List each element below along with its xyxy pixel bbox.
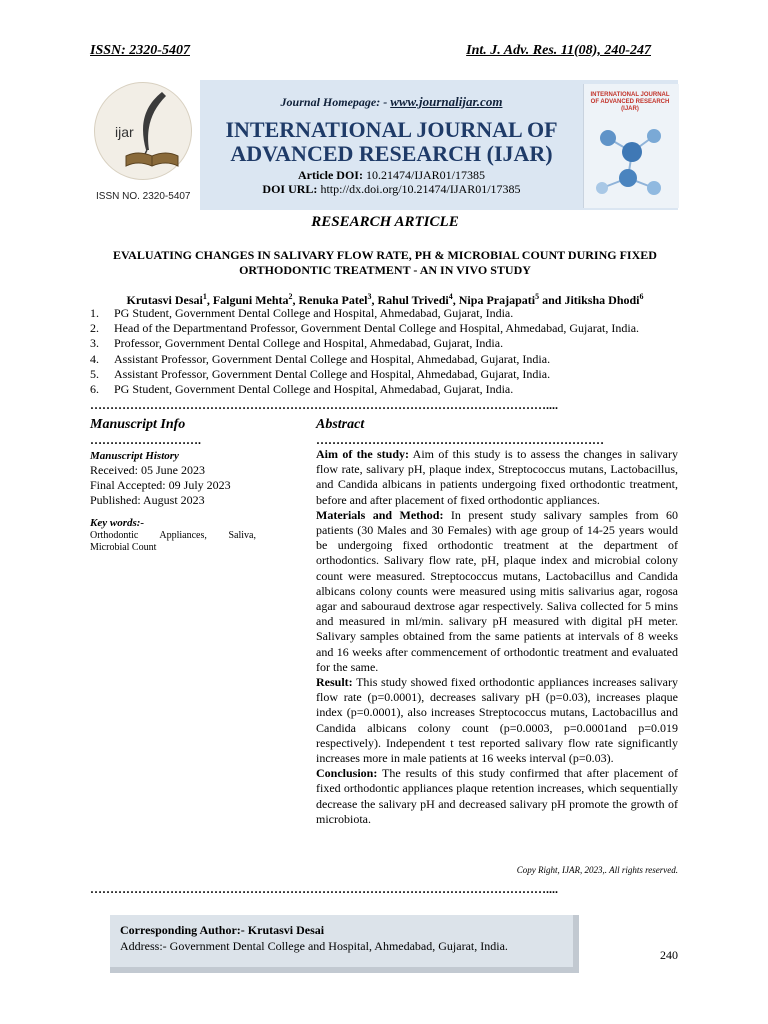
author-name: Renuka Patel <box>298 293 368 307</box>
author-name: Rahul Trivedi <box>377 293 449 307</box>
affiliation-item <box>90 336 639 351</box>
affiliation-text: PG Student, Government Dental College and Hospital, Ahmedabad, Gujarat, India. <box>114 306 514 320</box>
abstract-result: Result: This study showed fixed orthodontic appliances increases salivary flow rate (p=0.0001), decreases salivary pH (p=0.03), increases plaque index (p=0.0001), also increases Streptococcus mutans, Lactobacillus and Candida albicans colony count (p=0.0003, p=0.0001and p=0.019 respectively). Independent t test reported salivary flow rate significantly increases more in male patients at 16 weeks interval (p=0.03). <box>316 675 678 766</box>
author-name: Jitiksha Dhodi <box>564 293 640 307</box>
keywords-label: Key words:- <box>90 517 145 529</box>
affiliation-text: Assistant Professor, Government Dental College and Hospital, Ahmedabad, Gujarat, India. <box>114 351 551 366</box>
manuscript-info-heading: Manuscript Info <box>90 417 186 432</box>
abstract-heading: Abstract <box>316 417 365 432</box>
abstract-conclusion: Conclusion: The results of this study confirmed that after placement of fixed orthodontic appliances plaque retention increases, which sequentially decrease the salivary pH and decreased salivary pH promote the growth of microbiota. <box>316 766 678 826</box>
affiliation-item <box>90 367 639 382</box>
affiliation-text: PG Student, Government Dental College and Hospital, Ahmedabad, Gujarat, India. <box>114 382 514 397</box>
author-name: Krutasvi Desai <box>126 293 203 307</box>
corresponding-author-address: Address:- Government Dental College and Hospital, Ahmedabad, Gujarat, India. <box>120 939 508 953</box>
header-citation: Int. J. Adv. Res. 11(08), 240-247 <box>466 43 651 58</box>
copyright-notice: Copy Right, IJAR, 2023,. All rights reserved. <box>516 865 678 875</box>
author-separator: and <box>539 293 565 307</box>
author-separator: , <box>452 293 459 307</box>
published-date: Published: August 2023 <box>90 492 205 507</box>
journal-title-line2: ADVANCED RESEARCH (IJAR) <box>230 141 553 166</box>
affiliation-number: 2. <box>90 321 99 336</box>
doi-label: Article DOI: <box>298 168 363 182</box>
abstract-body <box>316 447 678 827</box>
affiliation-item <box>90 352 639 367</box>
affiliation-text: Assistant Professor, Government Dental College and Hospital, Ahmedabad, Gujarat, India. <box>114 366 551 381</box>
affiliation-number: 4. <box>90 351 99 366</box>
manuscript-history <box>90 450 260 508</box>
affiliation-item <box>90 306 639 321</box>
author-affiliation-number: 2 <box>288 292 293 301</box>
homepage-label: Journal Homepage: - <box>280 95 388 109</box>
author-separator: , <box>371 293 378 307</box>
affiliation-item <box>90 321 639 336</box>
affiliation-number: 1. <box>90 306 99 320</box>
received-date: Received: 05 June 2023 <box>90 462 205 477</box>
author-affiliation-number: 1 <box>202 292 207 301</box>
affiliation-text: Professor, Government Dental College and Hospital, Ahmedabad, Gujarat, India. <box>114 336 504 351</box>
affiliation-number: 5. <box>90 366 99 381</box>
book-icon <box>124 148 180 170</box>
doi-url-link[interactable]: http://dx.doi.org/10.21474/IJAR01/17385 <box>320 182 521 196</box>
page-number: 240 <box>660 948 678 962</box>
affiliation-number: 6. <box>90 382 99 397</box>
doi-block <box>200 168 583 196</box>
doi-value: 10.21474/IJAR01/17385 <box>365 168 485 182</box>
separator-right: ……………………………………………………………… <box>316 433 604 447</box>
affiliation-item <box>90 382 639 397</box>
separator-left: ………………………. <box>90 433 201 447</box>
author-affiliation-number: 3 <box>367 292 372 301</box>
separator-bottom: …………………………………………………………………………………………………….... <box>90 882 558 896</box>
article-title-line1: EVALUATING CHANGES IN SALIVARY FLOW RATE, PH & MICROBIAL COUNT DURING FIXED <box>113 248 657 262</box>
author-name: Falguni Mehta <box>212 293 289 307</box>
author-affiliation-number: 5 <box>535 292 540 301</box>
journal-homepage <box>200 94 583 110</box>
doi-url-label: DOI URL: <box>262 182 318 196</box>
article-title <box>90 248 680 278</box>
logo-text: ijar <box>115 124 134 140</box>
logo-issn: ISSN NO. 2320-5407 <box>96 191 191 202</box>
cover-title: INTERNATIONAL JOURNAL OF ADVANCED RESEARCH (IJAR) <box>590 92 670 112</box>
corresponding-author-name: Corresponding Author:- Krutasvi Desai <box>120 923 325 937</box>
author-affiliation-number: 6 <box>639 292 644 301</box>
journal-title-line1: INTERNATIONAL JOURNAL OF <box>225 117 558 142</box>
header-issn: ISSN: 2320-5407 <box>90 43 190 58</box>
separator-top: …………………………………………………………………………………………………….... <box>90 398 558 412</box>
keywords-block <box>90 517 260 554</box>
homepage-link[interactable]: www.journalijar.com <box>390 94 503 109</box>
author-affiliation-number: 4 <box>448 292 453 301</box>
author-name: Nipa Prajapati <box>458 293 536 307</box>
molecule-icon <box>588 118 676 204</box>
keywords-text: Orthodontic Appliances, Saliva, Microbial Count <box>90 529 256 553</box>
journal-title <box>200 118 583 166</box>
abstract-aim: Aim of the study: Aim of this study is to assess the changes in salivary flow rate, salivary pH, plaque index, Streptococcus mutans, Lactobacillus, and Candida albicans in patients undergoing fixed orthodontic treatment, before and after placement of fixed orthodontic appliances. <box>316 447 678 507</box>
abstract-methods: Materials and Method: In present study salivary samples from 60 patients (30 Males and 30 Females) with age group of 14-25 years would be undergoing fixed orthodontic treatment at the department of orthodontics. Salivary flow rate, pH, plaque index and microbial colony count were measured. Streptococcus mutans, Lactobacillus and Candida albicans colony counts were measured using mitis salivarius agar, rogosa agar and sabouraud dextrose agar respectively. Saliva collected for 5 mins and measured in ml/min. salivary pH measured with digital pH meter. Salivary samples obtained from the same patients at intervals of 8 weeks and 16 weeks after commencement of orthodontic treatment and evaluated for the same. <box>316 507 679 674</box>
article-title-line2: ORTHODONTIC TREATMENT - AN IN VIVO STUDY <box>239 263 531 277</box>
affiliation-text: Head of the Departmentand Professor, Government Dental College and Hospital, Ahmedabad, Gujarat, India. <box>114 321 640 336</box>
affiliation-list <box>90 306 639 397</box>
accepted-date: Final Accepted: 09 July 2023 <box>90 477 231 492</box>
author-separator: , <box>292 293 299 307</box>
history-label: Manuscript History <box>90 450 179 462</box>
article-type: RESEARCH ARTICLE <box>311 214 459 230</box>
author-separator: , <box>206 293 213 307</box>
affiliation-number: 3. <box>90 336 99 351</box>
